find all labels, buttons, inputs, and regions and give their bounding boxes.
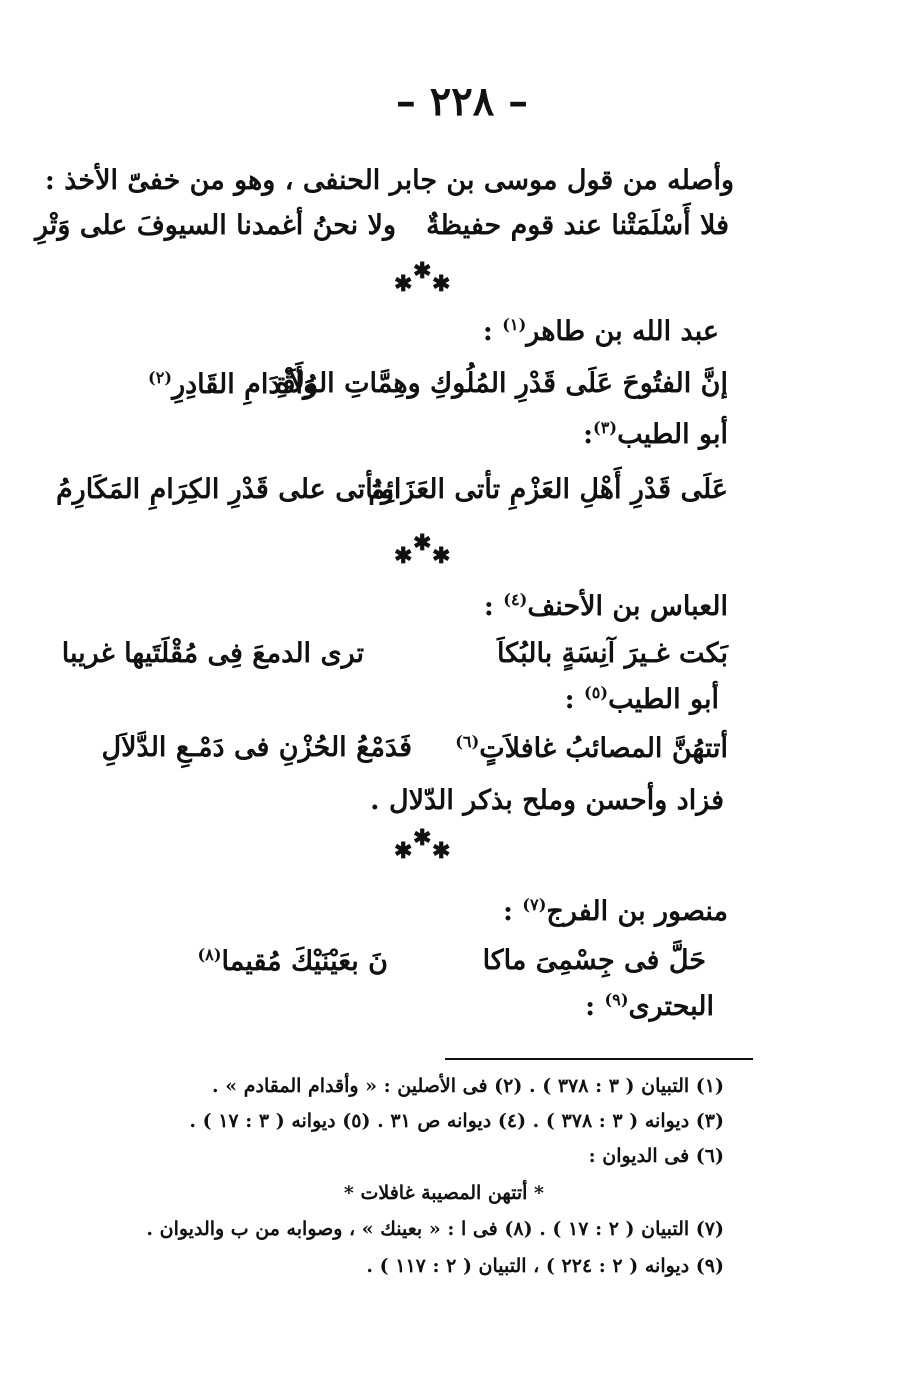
footnote-line: (٩) ديوانه ( ٢ : ٢٢٤ ) ، التبيان ( ٢ : ١١٧ ) . xyxy=(366,1255,724,1277)
section-separator xyxy=(380,825,480,865)
poet-name: العباس بن الأحنف xyxy=(527,591,728,622)
verse-first-hemistich: فلا أَسْلَمَتْنا عند قوم حفيظةٌ xyxy=(426,210,729,241)
verse-first-hemistich: بَكت غـيرَ آنِسَةٍ بالبُكاَ xyxy=(496,638,728,669)
verse-second-hemistich: ترى الدمعَ فِى مُقْلَتَيها غريبا xyxy=(61,638,364,669)
poet-heading xyxy=(503,895,728,927)
verse-first-hemistich: حَلَّ فى جِسْمِىَ ماكا xyxy=(482,945,706,976)
verse-second-text: نَ بعَيْنَيْكَ مُقيما xyxy=(221,946,388,977)
poet-heading xyxy=(483,315,719,347)
asterisk-icon: ✱ xyxy=(432,838,451,864)
footnote-ref: (٢) xyxy=(148,368,173,387)
verse-second-hemistich xyxy=(197,945,388,977)
footnote-ref: (٣) xyxy=(593,418,618,437)
page-number: – ٢٢٨ – xyxy=(395,78,529,125)
verse-first-text: أتتهُنَّ المصائبُ غافلاَتٍ xyxy=(479,733,728,764)
poet-heading xyxy=(583,418,728,450)
verse-second-hemistich: ولا نحنُ أغمدنا السيوفَ على وَتْرِ xyxy=(35,210,396,241)
verse-first-hemistich xyxy=(455,732,728,764)
footnote-line: (٧) التبيان ( ٢ : ١٧ ) . (٨) فى ا : « بعينك » ، وصوابه من ب والديوان . xyxy=(146,1218,724,1240)
asterisk-icon: ✱ xyxy=(413,258,432,284)
asterisk-icon: ✱ xyxy=(413,825,432,851)
footnote-line: (٣) ديوانه ( ٣ : ٣٧٨ ) . (٤) ديوانه ص ٣١ . (٥) ديوانه ( ٣ : ١٧ ) . xyxy=(189,1110,724,1132)
asterisk-icon: ✱ xyxy=(394,271,413,297)
poet-name: أبو الطيب xyxy=(617,419,728,450)
poet-heading xyxy=(565,683,719,715)
verse-second-hemistich: وتأتى على قَدْرِ الكِرَامِ المَكَارِمُ xyxy=(55,474,394,505)
footnote-ref: (٨) xyxy=(197,945,222,964)
poet-name: منصور بن الفرج xyxy=(546,896,728,927)
footnote-ref: (١) xyxy=(502,315,527,334)
poet-name: أبو الطيب xyxy=(608,684,719,715)
footnote-rule xyxy=(445,1058,753,1060)
section-separator xyxy=(380,530,480,570)
poet-name: عبد الله بن طاهر xyxy=(526,316,719,347)
poet-name: البحترى xyxy=(628,991,714,1022)
footnote-line: (١) التبيان ( ٣ : ٣٧٨ ) . (٢) فى الأصلين : « وأقدام المقادم » . xyxy=(212,1075,724,1097)
heading-colon: : xyxy=(585,991,596,1022)
heading-colon: : xyxy=(502,896,513,927)
comment-text: فزاد وأحسن وملح بذكر الدّلال . xyxy=(370,785,724,816)
footnote-ref: (٥) xyxy=(584,683,609,702)
heading-colon: : xyxy=(583,419,594,450)
footnote-ref: (٧) xyxy=(522,895,547,914)
asterisk-icon: ✱ xyxy=(432,543,451,569)
verse-second-hemistich: فَدَمْعُ الحُزْنِ فى دَمْـعِ الدَّلاَلِ xyxy=(101,732,412,763)
poet-heading xyxy=(585,990,714,1022)
intro-text: وأصله من قول موسى بن جابر الحنفى ، وهو من خفىّ الأخذ : xyxy=(44,165,734,196)
verse-second-hemistich xyxy=(148,368,316,400)
verse-first-hemistich: عَلَى قَدْرِ أَهْلِ العَزْمِ تأتى العَزَائِمُ xyxy=(368,474,728,505)
asterisk-icon: ✱ xyxy=(432,271,451,297)
footnote-line: (٦) فى الديوان : xyxy=(588,1145,724,1167)
footnote-ref: (٩) xyxy=(604,990,629,1009)
asterisk-icon: ✱ xyxy=(394,838,413,864)
footnote-ref: (٤) xyxy=(503,590,528,609)
heading-colon: : xyxy=(564,684,575,715)
poet-heading xyxy=(484,590,728,622)
asterisk-icon: ✱ xyxy=(413,530,432,556)
footnote-ref: (٦) xyxy=(455,732,480,751)
heading-colon: : xyxy=(483,591,494,622)
section-separator xyxy=(380,258,480,298)
asterisk-icon: ✱ xyxy=(394,543,413,569)
verse-second-text: وَأَقْدَامِ القَادِرِ xyxy=(172,369,316,400)
footnote-quote: * أتتهن المصيبة غافلات * xyxy=(343,1182,544,1204)
heading-colon: : xyxy=(482,316,493,347)
verse-first-hemistich: إنَّ الفتُوحَ عَلَى قَدْرِ المُلُوكِ وهِمَّاتِ الوُلاَةِ xyxy=(275,368,728,399)
